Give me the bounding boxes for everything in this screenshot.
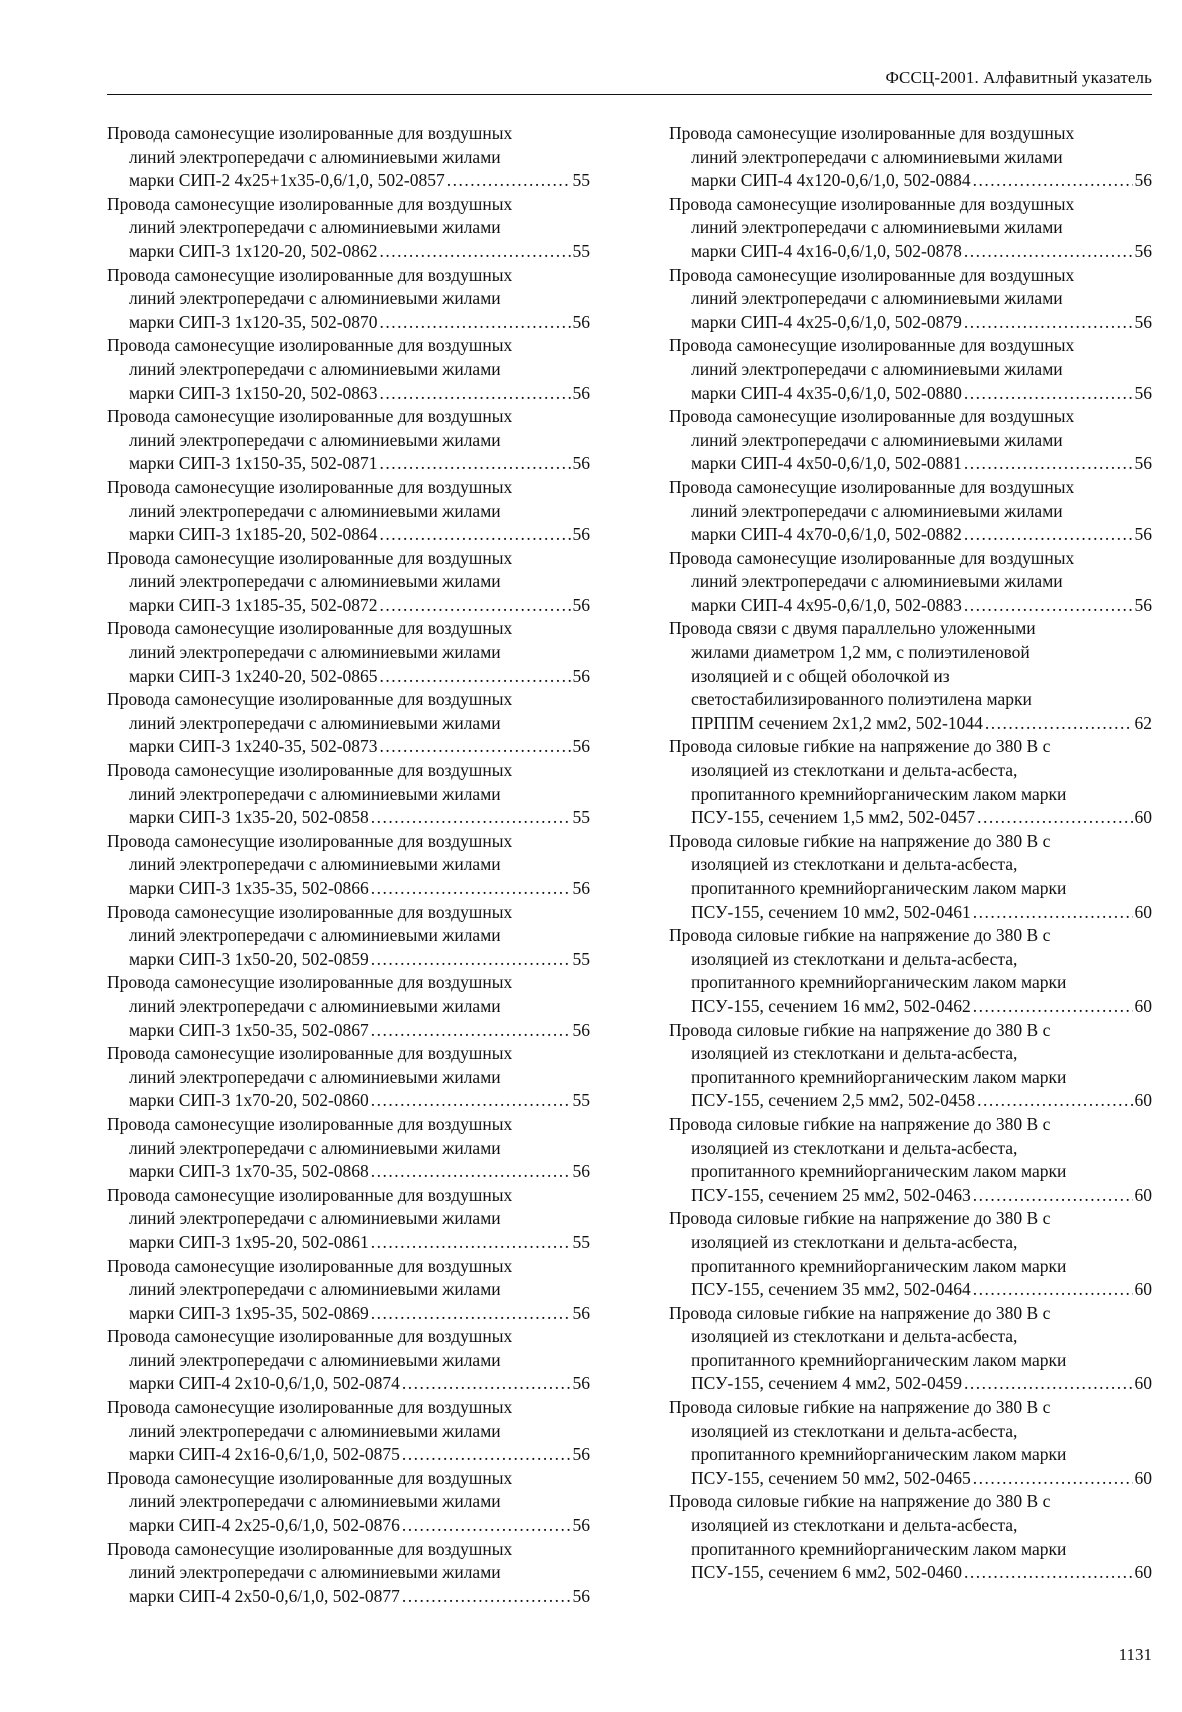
index-entry [107, 334, 590, 405]
index-entry-page: 56 [572, 878, 590, 898]
index-entry-line: изоляцией и с общей оболочкой из [691, 665, 950, 686]
index-entry-page: 56 [572, 1373, 590, 1394]
index-entry [669, 405, 1152, 476]
index-entry-line: пропитанного кремнийорганическим лаком марки [691, 1066, 1067, 1087]
index-entry-last-line [669, 901, 1152, 925]
index-entry-line: пропитанного кремнийорганическим лаком марки [691, 1538, 1067, 1559]
index-entry-last-line [107, 169, 590, 193]
index-entry-code: марки СИП-3 1х35-35, 502-0866 [129, 878, 369, 898]
index-entry-heading: Провода самонесущие изолированные для воздушных [669, 193, 1075, 214]
dot-leader [380, 311, 571, 335]
index-entry [107, 547, 590, 618]
dot-leader [380, 523, 571, 547]
index-entry-page: 56 [1134, 311, 1152, 332]
index-entry-heading: Провода силовые гибкие на напряжение до 380 В с [669, 925, 1051, 946]
index-entry [107, 122, 590, 193]
index-entry-page: 60 [1134, 901, 1152, 922]
index-entry-heading: Провода самонесущие изолированные для воздушных [107, 406, 513, 427]
index-entry [107, 1113, 590, 1184]
index-entry [669, 1396, 1152, 1490]
index-entry [669, 735, 1152, 829]
index-entry-last-line [107, 665, 590, 689]
dot-leader [380, 382, 571, 406]
index-entry [107, 971, 590, 1042]
index-entry [669, 830, 1152, 924]
index-entry-code: ПСУ-155, сечением 16 мм2, 502-0462 [691, 995, 971, 1016]
dot-leader [402, 1514, 571, 1538]
index-entry-heading: Провода самонесущие изолированные для воздушных [107, 901, 513, 922]
index-entry-page: 55 [572, 807, 590, 828]
index-entry-last-line [107, 594, 590, 618]
index-entry-page: 60 [1134, 1090, 1152, 1111]
index-entry-last-line [107, 1443, 590, 1467]
dot-leader [371, 806, 571, 830]
index-entry-line: изоляцией из стеклоткани и дельта-асбеста, [691, 1515, 1018, 1536]
dot-leader [973, 1184, 1133, 1208]
index-entry [107, 1184, 590, 1255]
index-entry-page: 56 [1134, 170, 1152, 191]
index-entry-code: марки СИП-3 1х95-20, 502-0861 [129, 1231, 369, 1252]
dot-leader [964, 523, 1133, 547]
page-header-title: ФССЦ-2001. Алфавитный указатель [885, 68, 1152, 87]
index-entry-heading: Провода силовые гибкие на напряжение до 380 В с [669, 1019, 1051, 1040]
dot-leader [380, 594, 571, 618]
index-entry-heading: Провода силовые гибкие на напряжение до 380 В с [669, 1208, 1051, 1229]
index-entry-line: линий электропередачи с алюминиевыми жилами [129, 925, 501, 946]
index-entry-page: 56 [572, 1019, 590, 1040]
index-entry-code: марки СИП-3 1х120-35, 502-0870 [129, 311, 378, 332]
index-entry-line: пропитанного кремнийорганическим лаком марки [691, 1161, 1067, 1182]
index-entry-line: жилами диаметром 1,2 мм, с полиэтиленовой [691, 642, 1030, 663]
index-entry-line: пропитанного кремнийорганическим лаком марки [691, 972, 1067, 993]
index-entry [107, 759, 590, 830]
dot-leader [402, 1443, 571, 1467]
index-entry-line: линий электропередачи с алюминиевыми жилами [129, 1208, 501, 1229]
index-entry-line: линий электропередачи с алюминиевыми жилами [129, 571, 501, 592]
index-entry-last-line [107, 1160, 590, 1184]
index-entry [669, 1302, 1152, 1396]
index-entry-line: линий электропередачи с алюминиевыми жилами [129, 642, 501, 663]
index-entry-last-line [107, 240, 590, 264]
index-entry-last-line [669, 1467, 1152, 1491]
index-entry-line: линий электропередачи с алюминиевыми жилами [691, 358, 1063, 379]
index-entry-line: изоляцией из стеклоткани и дельта-асбеста, [691, 1231, 1018, 1252]
index-entry-page: 60 [1134, 1373, 1152, 1394]
index-entry-line: линий электропередачи с алюминиевыми жилами [129, 712, 501, 733]
page-header [107, 68, 1152, 95]
index-entry-code: ПСУ-155, сечением 6 мм2, 502-0460 [691, 1562, 962, 1583]
dot-leader [964, 594, 1133, 618]
index-entry-heading: Провода силовые гибкие на напряжение до 380 В с [669, 736, 1051, 757]
index-entry [107, 1467, 590, 1538]
index-entry-code: марки СИП-3 1х240-35, 502-0873 [129, 736, 378, 757]
index-entry [107, 617, 590, 688]
index-entry-line: пропитанного кремнийорганическим лаком марки [691, 1444, 1067, 1465]
index-entry-heading: Провода самонесущие изолированные для воздушных [107, 1538, 513, 1559]
index-entry-last-line [669, 712, 1152, 736]
index-entry-last-line [669, 806, 1152, 830]
index-entry [669, 334, 1152, 405]
dot-leader [973, 169, 1133, 193]
index-entry-page: 56 [572, 736, 590, 757]
index-entry-page: 60 [1134, 1184, 1152, 1205]
index-entry-page: 56 [572, 1302, 590, 1323]
index-entry-page: 56 [1134, 524, 1152, 545]
index-entry [669, 1019, 1152, 1113]
index-entry-line: пропитанного кремнийорганическим лаком марки [691, 1349, 1067, 1370]
index-entry-last-line [107, 806, 590, 830]
index-entry-code: марки СИП-3 1х70-20, 502-0860 [129, 1090, 369, 1111]
page-number: 1131 [1118, 1645, 1152, 1664]
dot-leader [964, 1372, 1133, 1396]
index-entry-heading: Провода самонесущие изолированные для воздушных [669, 264, 1075, 285]
dot-leader [964, 382, 1133, 406]
index-entry [107, 901, 590, 972]
index-entry-line: линий электропередачи с алюминиевыми жилами [129, 1137, 501, 1158]
dot-leader [977, 806, 1132, 830]
index-entry-heading: Провода самонесущие изолированные для воздушных [107, 1255, 513, 1276]
dot-leader [964, 240, 1133, 264]
dot-leader [964, 1561, 1133, 1585]
index-entry [669, 264, 1152, 335]
index-entry-heading: Провода самонесущие изолированные для воздушных [107, 1184, 513, 1205]
index-entry-page: 56 [1134, 594, 1152, 615]
index-entry-last-line [669, 594, 1152, 618]
index-entry-code: ПСУ-155, сечением 10 мм2, 502-0461 [691, 901, 971, 922]
index-entry-code: марки СИП-4 2х50-0,6/1,0, 502-0877 [129, 1585, 400, 1606]
index-entry-page: 55 [572, 948, 590, 969]
index-entry-line: пропитанного кремнийорганическим лаком марки [691, 1255, 1067, 1276]
index-entry-page: 55 [572, 1231, 590, 1252]
index-entry-last-line [107, 382, 590, 406]
dot-leader [371, 1302, 571, 1326]
index-entry-line: линий электропередачи с алюминиевыми жилами [691, 217, 1063, 238]
index-entry-code: марки СИП-3 1х35-20, 502-0858 [129, 807, 369, 828]
dot-leader [402, 1585, 571, 1609]
index-entry-heading: Провода силовые гибкие на напряжение до 380 В с [669, 830, 1051, 851]
index-entry-code: марки СИП-4 4х35-0,6/1,0, 502-0880 [691, 382, 962, 403]
index-entry-line: изоляцией из стеклоткани и дельта-асбеста, [691, 854, 1018, 875]
index-entry [107, 1042, 590, 1113]
index-entry [669, 547, 1152, 618]
dot-leader [973, 995, 1133, 1019]
index-entry-heading: Провода связи с двумя параллельно уложенными [669, 618, 1036, 639]
dot-leader [380, 735, 571, 759]
dot-leader [380, 240, 571, 264]
index-entry-last-line [669, 995, 1152, 1019]
index-entry-heading: Провода силовые гибкие на напряжение до 380 В с [669, 1302, 1051, 1323]
index-entry-page: 56 [572, 665, 590, 686]
index-entry-last-line [107, 1372, 590, 1396]
dot-leader [371, 1160, 571, 1184]
index-entry-page: 56 [572, 311, 590, 332]
index-entry-code: марки СИП-4 4х70-0,6/1,0, 502-0882 [691, 524, 962, 545]
index-entry-code: марки СИП-4 4х50-0,6/1,0, 502-0881 [691, 453, 962, 474]
index-entry-heading: Провода силовые гибкие на напряжение до 380 В с [669, 1113, 1051, 1134]
index-entry-heading: Провода самонесущие изолированные для воздушных [669, 547, 1075, 568]
index-entry-last-line [669, 1561, 1152, 1585]
index-entry [107, 830, 590, 901]
dot-leader [964, 311, 1133, 335]
index-entry-last-line [107, 877, 590, 901]
index-entry-heading: Провода самонесущие изолированные для воздушных [107, 972, 513, 993]
index-entry-heading: Провода самонесущие изолированные для воздушных [107, 1326, 513, 1347]
index-entry-code: марки СИП-3 1х185-35, 502-0872 [129, 594, 378, 615]
index-entry-heading: Провода самонесущие изолированные для воздушных [669, 123, 1075, 143]
index-entry [107, 264, 590, 335]
index-entry-code: ПСУ-155, сечением 25 мм2, 502-0463 [691, 1184, 971, 1205]
index-entry-code: ПСУ-155, сечением 35 мм2, 502-0464 [691, 1279, 971, 1300]
index-entry-page: 60 [1134, 1467, 1152, 1488]
index-entry-code: марки СИП-2 4х25+1х35-0,6/1,0, 502-0857 [129, 170, 445, 191]
index-entry-heading: Провода самонесущие изолированные для воздушных [669, 335, 1075, 356]
index-entry-page: 56 [1134, 240, 1152, 261]
index-entry-heading: Провода самонесущие изолированные для воздушных [107, 123, 513, 143]
index-entry-code: марки СИП-4 2х25-0,6/1,0, 502-0876 [129, 1515, 400, 1536]
index-entry-page: 60 [1134, 1279, 1152, 1300]
index-entry-code: марки СИП-3 1х50-35, 502-0867 [129, 1019, 369, 1040]
index-entry-page: 56 [572, 1161, 590, 1182]
index-entry-line: линий электропередачи с алюминиевыми жилами [129, 1349, 501, 1370]
index-entry-line: линий электропередачи с алюминиевыми жилами [129, 995, 501, 1016]
index-entry-line: линий электропередачи с алюминиевыми жилами [691, 429, 1063, 450]
dot-leader [371, 1231, 571, 1255]
index-entry-page: 60 [1134, 995, 1152, 1016]
dot-leader [380, 452, 571, 476]
index-entry-heading: Провода самонесущие изолированные для воздушных [107, 193, 513, 214]
index-entry-line: линий электропередачи с алюминиевыми жилами [129, 146, 501, 167]
index-entry-line: линий электропередачи с алюминиевыми жилами [129, 1491, 501, 1512]
index-entry-heading: Провода самонесущие изолированные для воздушных [107, 760, 513, 781]
index-entry-code: ПРППМ сечением 2х1,2 мм2, 502-1044 [691, 712, 983, 733]
index-entry-last-line [669, 169, 1152, 193]
index-entry-line: линий электропередачи с алюминиевыми жилами [691, 146, 1063, 167]
index-entry-heading: Провода самонесущие изолированные для воздушных [107, 830, 513, 851]
index-entry-code: марки СИП-3 1х240-20, 502-0865 [129, 665, 378, 686]
index-entry [669, 1207, 1152, 1301]
index-entry-last-line [669, 311, 1152, 335]
index-entry-heading: Провода самонесущие изолированные для воздушных [107, 335, 513, 356]
index-entry-code: марки СИП-4 2х16-0,6/1,0, 502-0875 [129, 1444, 400, 1465]
index-entry-page: 62 [1134, 712, 1152, 733]
index-entry-code: марки СИП-4 4х16-0,6/1,0, 502-0878 [691, 240, 962, 261]
index-entry-last-line [107, 452, 590, 476]
index-entry-last-line [107, 735, 590, 759]
index-entry-code: марки СИП-3 1х95-35, 502-0869 [129, 1302, 369, 1323]
index-entry-page: 56 [572, 382, 590, 403]
index-entry-line: линий электропередачи с алюминиевыми жилами [129, 358, 501, 379]
index-entry-line: пропитанного кремнийорганическим лаком марки [691, 878, 1067, 898]
index-entry-last-line [669, 523, 1152, 547]
index-entry-line: линий электропередачи с алюминиевыми жилами [129, 429, 501, 450]
index-entry-code: ПСУ-155, сечением 4 мм2, 502-0459 [691, 1373, 962, 1394]
index-entry-heading: Провода самонесущие изолированные для воздушных [107, 1043, 513, 1064]
index-entry-line: изоляцией из стеклоткани и дельта-асбеста, [691, 760, 1018, 781]
index-entry-code: ПСУ-155, сечением 2,5 мм2, 502-0458 [691, 1090, 976, 1111]
index-entry-page: 56 [572, 594, 590, 615]
index-entry-last-line [107, 1302, 590, 1326]
index-entry-last-line [107, 523, 590, 547]
index-entry-page: 56 [1134, 382, 1152, 403]
index-entry-page: 60 [1134, 1562, 1152, 1583]
index-entry-page: 55 [572, 1090, 590, 1111]
index-entry-page: 56 [572, 1515, 590, 1536]
index-entry-last-line [669, 1278, 1152, 1302]
index-entry-heading: Провода самонесущие изолированные для воздушных [107, 1113, 513, 1134]
index-entry [669, 617, 1152, 735]
index-entry [107, 688, 590, 759]
dot-leader [371, 1089, 571, 1113]
dot-leader [371, 948, 571, 972]
index-entry-page: 56 [572, 524, 590, 545]
index-entry-last-line [107, 1019, 590, 1043]
dot-leader [964, 452, 1133, 476]
index-entry-last-line [669, 382, 1152, 406]
index-entry-line: изоляцией из стеклоткани и дельта-асбеста, [691, 1043, 1018, 1064]
index-entry-line: линий электропередачи с алюминиевыми жилами [691, 571, 1063, 592]
index-entry-heading: Провода самонесущие изолированные для воздушных [107, 264, 513, 285]
index-entry-code: марки СИП-3 1х185-20, 502-0864 [129, 524, 378, 545]
index-entry-line: линий электропередачи с алюминиевыми жилами [129, 783, 501, 804]
index-entry-heading: Провода самонесущие изолированные для воздушных [107, 547, 513, 568]
index-entry [669, 924, 1152, 1018]
index-entry-last-line [107, 1514, 590, 1538]
index-entry-heading: Провода самонесущие изолированные для воздушных [669, 406, 1075, 427]
dot-leader [371, 877, 571, 901]
dot-leader [371, 1019, 571, 1043]
index-entry-page: 56 [572, 1585, 590, 1606]
index-entry-page: 56 [572, 453, 590, 474]
index-entry-line: изоляцией из стеклоткани и дельта-асбеста, [691, 1420, 1018, 1441]
index-entry-line: изоляцией из стеклоткани и дельта-асбеста, [691, 1326, 1018, 1347]
index-entry [669, 1113, 1152, 1207]
index-entry [669, 476, 1152, 547]
dot-leader [447, 169, 571, 193]
index-entry-code: марки СИП-4 2х10-0,6/1,0, 502-0874 [129, 1373, 400, 1394]
index-entry [669, 193, 1152, 264]
index-entry-line: линий электропередачи с алюминиевыми жилами [129, 1562, 501, 1583]
index-entry-line: линий электропередачи с алюминиевыми жилами [691, 500, 1063, 521]
dot-leader [973, 1278, 1133, 1302]
index-entry-line: линий электропередачи с алюминиевыми жилами [129, 500, 501, 521]
index-entry [107, 193, 590, 264]
index-entry-code: марки СИП-3 1х120-20, 502-0862 [129, 240, 378, 261]
index-entry-line: светостабилизированного полиэтилена марки [691, 689, 1032, 710]
index-entry-last-line [107, 1089, 590, 1113]
index-entry-heading: Провода самонесущие изолированные для воздушных [107, 618, 513, 639]
index-entry-code: марки СИП-3 1х70-35, 502-0868 [129, 1161, 369, 1182]
dot-leader [985, 712, 1133, 736]
index-entry-code: ПСУ-155, сечением 1,5 мм2, 502-0457 [691, 807, 976, 828]
index-entry-code: марки СИП-3 1х50-20, 502-0859 [129, 948, 369, 969]
index-entry-heading: Провода самонесущие изолированные для воздушных [107, 1397, 513, 1418]
index-entry-last-line [107, 1585, 590, 1609]
index-entry-last-line [669, 240, 1152, 264]
index-entry-heading: Провода силовые гибкие на напряжение до 380 В с [669, 1397, 1051, 1418]
index-entry-code: марки СИП-4 4х25-0,6/1,0, 502-0879 [691, 311, 962, 332]
index-column-right [669, 122, 1152, 1585]
index-entry [107, 1255, 590, 1326]
index-entry-line: линий электропередачи с алюминиевыми жилами [691, 288, 1063, 309]
index-entry-heading: Провода силовые гибкие на напряжение до 380 В с [669, 1491, 1051, 1512]
dot-leader [973, 901, 1133, 925]
index-entry-line: линий электропередачи с алюминиевыми жилами [129, 1420, 501, 1441]
dot-leader [977, 1089, 1132, 1113]
index-entry-heading: Провода самонесущие изолированные для воздушных [107, 476, 513, 497]
dot-leader [973, 1467, 1133, 1491]
index-entry-line: линий электропередачи с алюминиевыми жилами [129, 854, 501, 875]
dot-leader [402, 1372, 571, 1396]
index-entry-page: 60 [1134, 807, 1152, 828]
index-entry-heading: Провода самонесущие изолированные для воздушных [107, 689, 513, 710]
dot-leader [380, 665, 571, 689]
index-entry-heading: Провода самонесущие изолированные для воздушных [107, 1467, 513, 1488]
index-entry-last-line [107, 948, 590, 972]
index-entry-line: линий электропередачи с алюминиевыми жилами [129, 288, 501, 309]
index-entry-last-line [669, 452, 1152, 476]
index-entry-code: марки СИП-4 4х95-0,6/1,0, 502-0883 [691, 594, 962, 615]
index-entry-page: 56 [1134, 453, 1152, 474]
index-entry [107, 405, 590, 476]
index-entry-code: марки СИП-4 4х120-0,6/1,0, 502-0884 [691, 170, 971, 191]
index-entry [107, 1538, 590, 1609]
index-entry-line: пропитанного кремнийорганическим лаком марки [691, 783, 1067, 804]
index-entry-page: 55 [572, 240, 590, 261]
index-entry [107, 1325, 590, 1396]
index-entry-line: изоляцией из стеклоткани и дельта-асбеста, [691, 1137, 1018, 1158]
index-entry-code: марки СИП-3 1х150-35, 502-0871 [129, 453, 378, 474]
index-entry-page: 56 [572, 1444, 590, 1465]
index-entry [107, 1396, 590, 1467]
index-entry-page: 55 [572, 170, 590, 191]
index-entry-line: линий электропередачи с алюминиевыми жилами [129, 217, 501, 238]
index-entry [669, 122, 1152, 193]
index-entry [107, 476, 590, 547]
index-entry-heading: Провода самонесущие изолированные для воздушных [669, 476, 1075, 497]
index-column-left [107, 122, 590, 1608]
index-entry-last-line [669, 1372, 1152, 1396]
index-entry-last-line [669, 1184, 1152, 1208]
index-entry-last-line [669, 1089, 1152, 1113]
index-entry [669, 1490, 1152, 1584]
index-entry-last-line [107, 311, 590, 335]
index-entry-last-line [107, 1231, 590, 1255]
index-entry-code: ПСУ-155, сечением 50 мм2, 502-0465 [691, 1467, 971, 1488]
index-entry-line: линий электропередачи с алюминиевыми жилами [129, 1279, 501, 1300]
index-entry-line: линий электропередачи с алюминиевыми жилами [129, 1066, 501, 1087]
index-entry-code: марки СИП-3 1х150-20, 502-0863 [129, 382, 378, 403]
index-entry-line: изоляцией из стеклоткани и дельта-асбеста, [691, 948, 1018, 969]
